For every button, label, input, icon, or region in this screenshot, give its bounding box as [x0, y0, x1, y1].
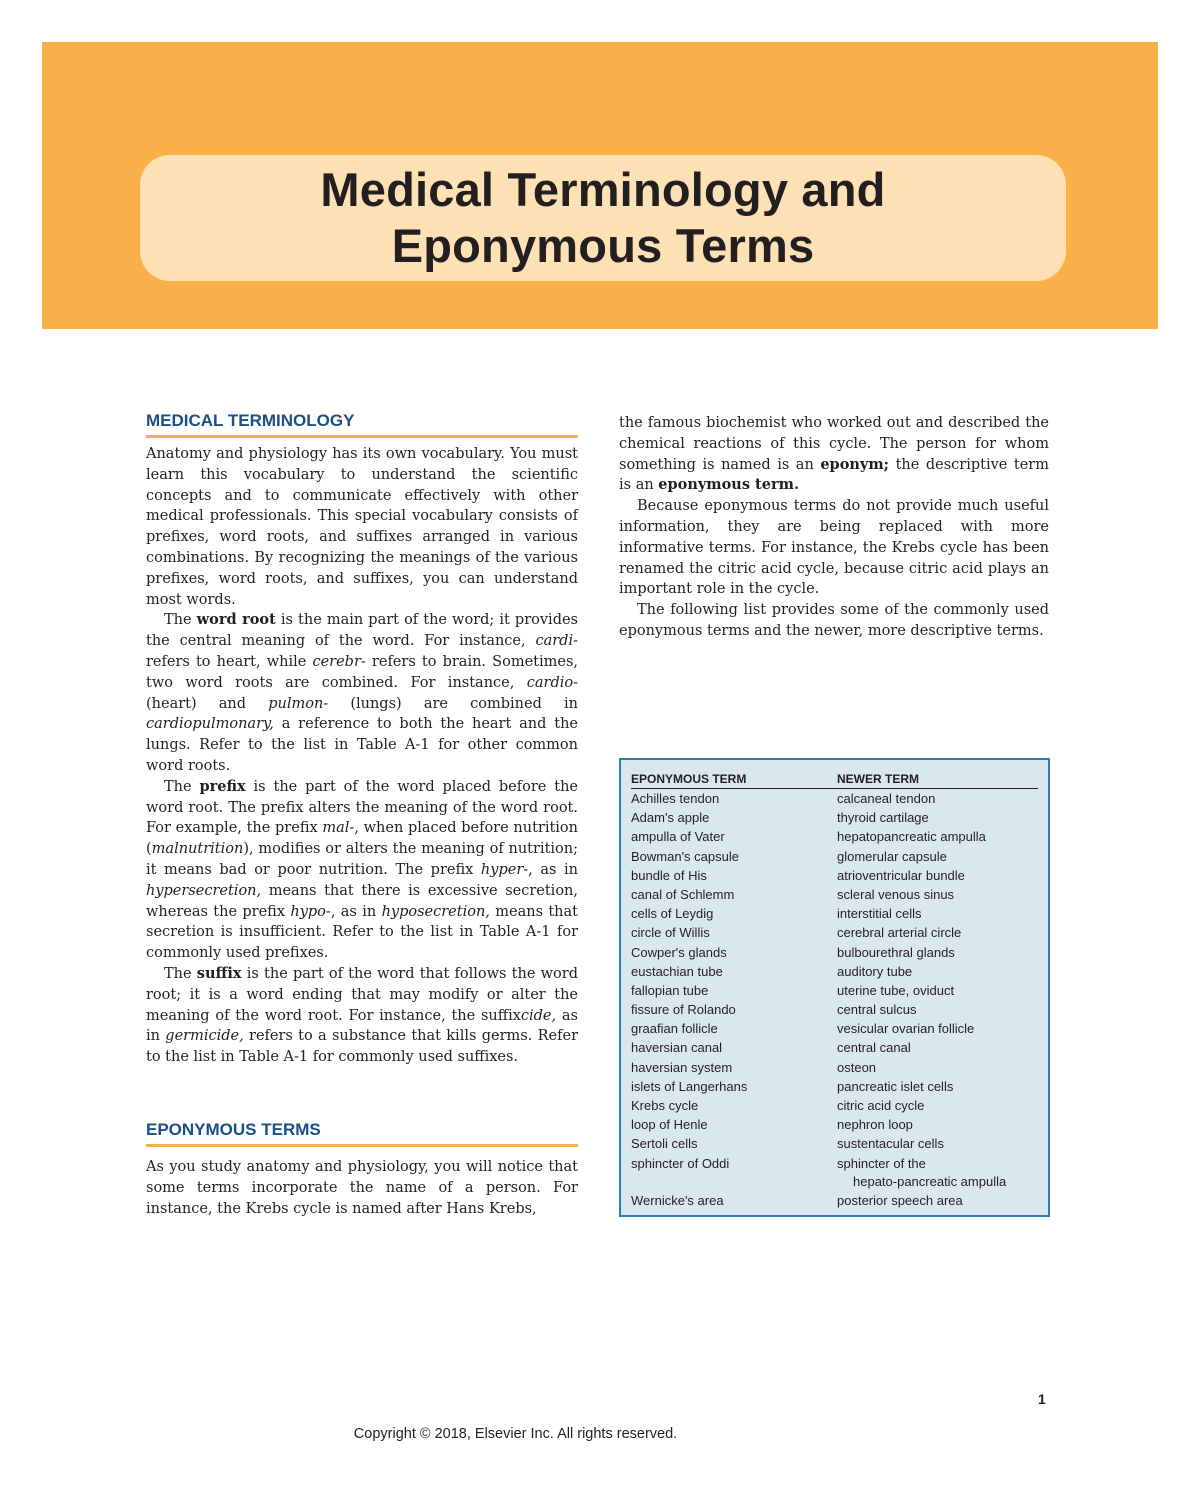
table-header-newer-term: NEWER TERM — [837, 772, 919, 786]
table-row: Cowper's glands bulbourethral glands — [631, 944, 955, 960]
table-row: Bowman's capsule glomerular capsule — [631, 848, 947, 864]
paragraph-eponymous-intro: As you study anatomy and physiology, you will notice that some terms incorporate the name of a person. For instance, the Krebs cycle is named after Hans Krebs, — [146, 1158, 578, 1217]
table-row: fissure of Rolando central sulcus — [631, 1002, 917, 1018]
term-eponymous-term: eponymous term. — [658, 476, 800, 494]
table-row: eustachian tube auditory tube — [631, 963, 913, 979]
table-row: Achilles tendon calcaneal tendon — [631, 791, 936, 806]
table-row: Krebs cycle citric acid cycle — [631, 1098, 925, 1113]
copyright-notice: Copyright © 2018, Elsevier Inc. All rights reserved. — [353, 1426, 678, 1442]
right-column — [619, 413, 1049, 642]
table-row: sphincter of Oddi sphincter of the hepato-pancreatic ampulla — [631, 1155, 1007, 1189]
table-row: Adam's apple thyroid cartilage — [631, 810, 929, 826]
paragraph-prefix: The prefix is the part of the word placed before the word root. The prefix alters the meaning of the word root. For example, the prefix mal-, when placed before nutrition (malnutrition), modifies or alters the meaning of nutrition; it means bad or poor nutrition. The prefix hyper-, as in hypersecretion, means that there is excessive secretion, whereas the prefix hypo-, as in hyposecretion, means that secretion is insufficient. Refer to the list in Table A-1 for commonly used prefixes. — [146, 777, 579, 962]
paragraph-word-root: The word root is the main part of the word; it provides the central meaning of the word. For instance, cardi- refers to heart, while cerebr- refers to brain. Sometimes, two word roots are combined. For instance, cardio- (heart) and pulmon- (lungs) are combined in cardiopulmonary, a reference to both the heart and the lungs. Refer to the list in Table A-1 for other common word roots. — [146, 611, 578, 774]
left-column — [146, 409, 578, 1219]
eponymous-terms-table — [619, 758, 1050, 1217]
section-heading-medical-terminology: MEDICAL TERMINOLOGY — [146, 409, 578, 438]
table-row: circle of Willis cerebral arterial circle — [631, 925, 962, 941]
table-row: loop of Henle nephron loop — [631, 1117, 913, 1133]
table-row: haversian canal central canal — [631, 1040, 911, 1056]
table-row: canal of Schlemm scleral venous sinus — [631, 886, 955, 902]
table-row: bundle of His atrioventricular bundle — [631, 867, 965, 883]
term-eponym: eponym; — [820, 455, 890, 473]
paragraph-following-list: The following list provides some of the commonly used eponymous terms and the newer, more descriptive terms. — [619, 602, 1049, 639]
table-row: ampulla of Vater hepatopancreatic ampulla — [631, 829, 986, 845]
paragraph-intro: Anatomy and physiology has its own vocabulary. You must learn this vocabulary to understand the scientific concepts and to communicate effectively with other medical professionals. This special vocabulary consists of prefixes, word roots, and suffixes arranged in various combinations. By recognizing the meanings of the various prefixes, word roots, and suffixes, you can understand most words. — [146, 446, 578, 608]
paragraph-eponymous-replaced: Because eponymous terms do not provide much useful information, they are being replaced with more informative terms. For instance, the Krebs cycle has been renamed the citric acid cycle, because citric acid plays an important role in the cycle. — [619, 498, 1049, 598]
page-number: 1 — [1038, 1391, 1046, 1407]
term-suffix: suffix — [196, 964, 242, 982]
table-row: cells of Leydig interstitial cells — [631, 906, 922, 922]
table-header-eponymous-term: EPONYMOUS TERM — [631, 772, 747, 786]
table-row: haversian system osteon — [631, 1059, 877, 1075]
table-row: fallopian tube uterine tube, oviduct — [631, 982, 955, 998]
table-row: Wernicke's area posterior speech area — [631, 1193, 963, 1209]
term-prefix: prefix — [199, 777, 246, 795]
paragraph-suffix: The suffix is the part of the word that follows the word root; it is a word ending that may modify or alter the meaning of the word root. For instance, the suffixcide, as in germicide, refers to a substance that kills germs. Refer to the list in Table A-1 for commonly used suffixes. — [146, 964, 579, 1066]
title-box — [140, 155, 1066, 281]
table-row: Sertoli cells sustentacular cells — [631, 1136, 944, 1152]
table-row: islets of Langerhans pancreatic islet cells — [631, 1078, 954, 1094]
page-title-line-2: Eponymous Terms — [391, 219, 815, 272]
table-body — [631, 789, 1038, 1210]
table-row: graafian follicle vesicular ovarian follicle — [631, 1021, 975, 1037]
section-heading-eponymous-terms: EPONYMOUS TERMS — [146, 1118, 578, 1147]
table-header — [631, 766, 1038, 789]
page-title-line-1: Medical Terminology and — [320, 163, 886, 216]
term-word-root: word root — [196, 611, 276, 629]
paragraph-eponymous-continued: the famous biochemist who worked out and described the chemical reactions of this cycle. The person for whom something is named is an eponym; the descriptive term is an eponymous term. — [619, 415, 1049, 494]
